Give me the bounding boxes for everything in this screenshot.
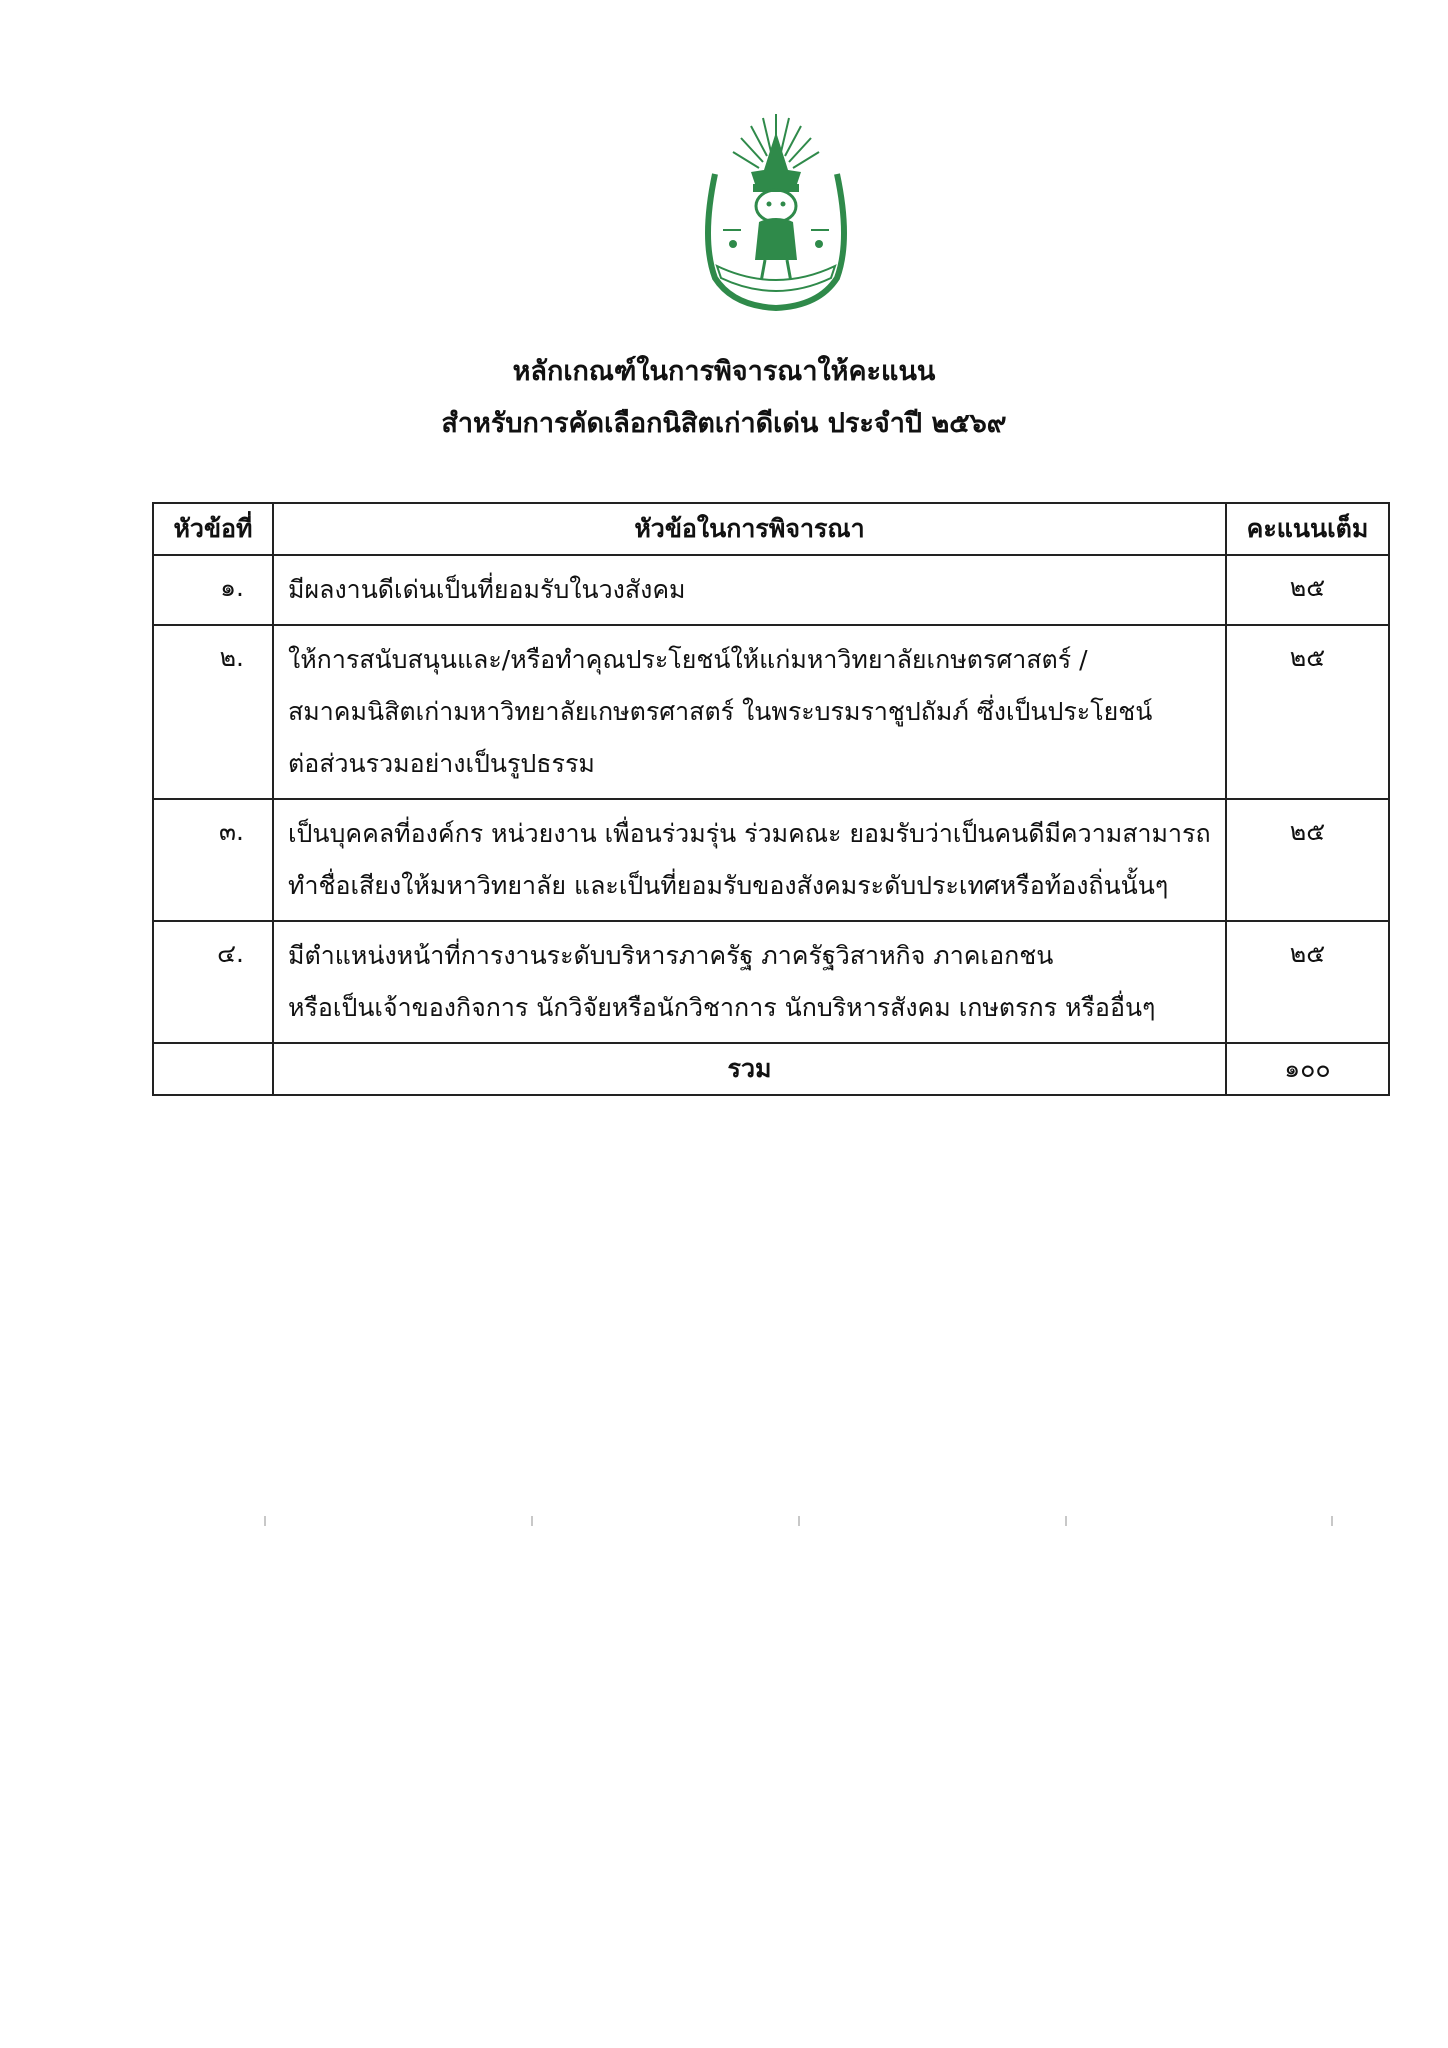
row-number: ๓.: [153, 799, 273, 921]
row-score: ๒๕: [1226, 625, 1389, 799]
scan-speck: [531, 1516, 533, 1526]
criteria-table: [152, 502, 1390, 1096]
scan-speck: [264, 1516, 266, 1526]
table-row: [153, 921, 1389, 1043]
scan-speck: [1065, 1516, 1067, 1526]
header-score: คะแนนเต็ม: [1226, 503, 1389, 555]
total-label: รวม: [273, 1043, 1226, 1095]
scan-speck: [1331, 1516, 1333, 1526]
row-topic: [273, 921, 1226, 1043]
header-number: หัวข้อที่: [153, 503, 273, 555]
total-empty-cell: [153, 1043, 273, 1095]
topic-line: ต่อส่วนรวมอย่างเป็นรูปธรรม: [288, 749, 595, 778]
scan-speck: [798, 1516, 800, 1526]
topic-line: ทำชื่อเสียงให้มหาวิทยาลัย และเป็นที่ยอมรับของสังคมระดับประเทศหรือท้องถิ่นนั้นๆ: [288, 871, 1169, 900]
row-score: ๒๕: [1226, 921, 1389, 1043]
table-header-row: [153, 503, 1389, 555]
header-topic: หัวข้อในการพิจารณา: [273, 503, 1226, 555]
document-subtitle: สำหรับการคัดเลือกนิสิตเก่าดีเด่น ประจำปี ๒๕๖๙: [441, 408, 1007, 439]
topic-line: มีตำแหน่งหน้าที่การงานระดับบริหารภาครัฐ ภาครัฐวิสาหกิจ ภาคเอกชน: [288, 941, 1054, 970]
document-title: หลักเกณฑ์ในการพิจารณาให้คะแนน: [512, 356, 936, 387]
row-topic: [273, 555, 1226, 625]
topic-line: ให้การสนับสนุนและ/หรือทำคุณประโยชน์ให้แก่มหาวิทยาลัยเกษตรศาสตร์ /: [288, 645, 1088, 674]
table-row: [153, 625, 1389, 799]
row-topic: [273, 625, 1226, 799]
row-number: ๔.: [153, 921, 273, 1043]
row-score: ๒๕: [1226, 799, 1389, 921]
row-number: ๑.: [153, 555, 273, 625]
topic-line: เป็นบุคคลที่องค์กร หน่วยงาน เพื่อนร่วมรุ่น ร่วมคณะ ยอมรับว่าเป็นคนดีมีความสามารถ: [288, 819, 1211, 848]
total-score: ๑๐๐: [1226, 1043, 1389, 1095]
topic-line: สมาคมนิสิตเก่ามหาวิทยาลัยเกษตรศาสตร์ ในพระบรมราชูปถัมภ์ ซึ่งเป็นประโยชน์: [288, 697, 1153, 726]
topic-line: มีผลงานดีเด่นเป็นที่ยอมรับในวงสังคม: [288, 575, 686, 604]
association-seal-logo: [693, 110, 859, 316]
table-row: [153, 799, 1389, 921]
total-row: [153, 1043, 1389, 1095]
topic-line: หรือเป็นเจ้าของกิจการ นักวิจัยหรือนักวิชาการ นักบริหารสังคม เกษตรกร หรืออื่นๆ: [288, 993, 1156, 1022]
row-number: ๒.: [153, 625, 273, 799]
table-row: [153, 555, 1389, 625]
row-topic: [273, 799, 1226, 921]
row-score: ๒๕: [1226, 555, 1389, 625]
